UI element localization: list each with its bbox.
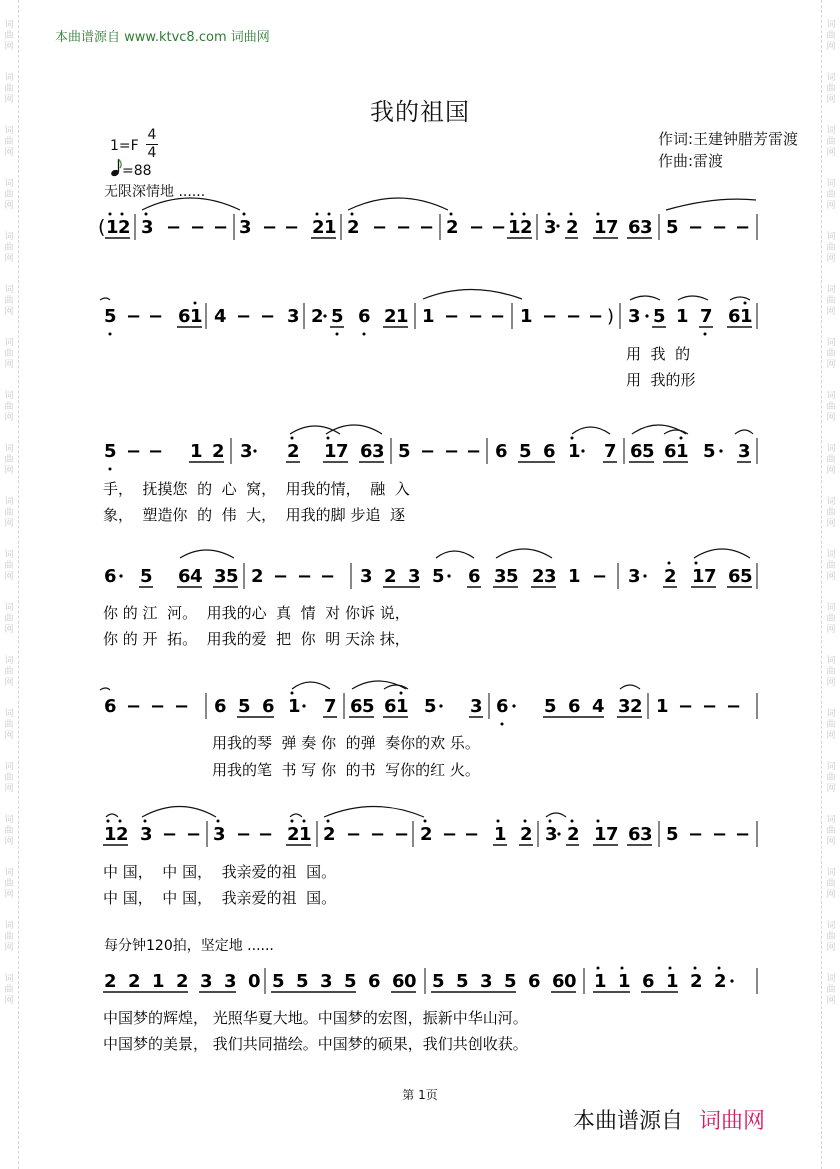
svg-text:−: − bbox=[150, 696, 166, 717]
svg-text:1: 1 bbox=[594, 971, 607, 992]
svg-text:4: 4 bbox=[190, 566, 203, 587]
svg-text:用我的笔 书 写 你 的书 写你的红 火。: 用我的笔 书 写 你 的书 写你的红 火。 bbox=[212, 761, 480, 779]
svg-text:7: 7 bbox=[704, 566, 717, 587]
watermark-text: 词 曲 网 bbox=[826, 73, 836, 105]
svg-text:2: 2 bbox=[420, 824, 433, 845]
svg-text:2: 2 bbox=[446, 217, 459, 238]
footer-source-label: 本曲谱源自 bbox=[573, 1109, 684, 1134]
svg-text:−: − bbox=[592, 566, 608, 587]
svg-text:7: 7 bbox=[606, 824, 619, 845]
svg-text:6: 6 bbox=[368, 971, 381, 992]
svg-text:6: 6 bbox=[568, 696, 581, 717]
watermark-text: 词 曲 网 bbox=[826, 762, 836, 794]
svg-text:3: 3 bbox=[618, 696, 631, 717]
svg-text:5: 5 bbox=[344, 971, 357, 992]
svg-text:3: 3 bbox=[480, 971, 493, 992]
svg-text:6: 6 bbox=[628, 217, 641, 238]
svg-text:1: 1 bbox=[568, 566, 581, 587]
watermark-text: 词 曲 网 bbox=[826, 497, 836, 529]
svg-text:1: 1 bbox=[676, 306, 689, 327]
svg-text:−: − bbox=[688, 824, 704, 845]
svg-text:2: 2 bbox=[714, 971, 727, 992]
svg-text:3: 3 bbox=[544, 217, 557, 238]
watermark-text: 词 曲 网 bbox=[826, 391, 836, 423]
svg-text:3: 3 bbox=[224, 971, 237, 992]
svg-text:你 的 江 河。 用我的心 真 情 对 你诉 说，: 你 的 江 河。 用我的心 真 情 对 你诉 说， bbox=[103, 604, 410, 622]
svg-text:中国梦的辉煌， 光照华夏大地。中国梦的宏图，振新中华山河。: 中国梦的辉煌， 光照华夏大地。中国梦的宏图，振新中华山河。 bbox=[103, 1009, 528, 1027]
svg-text:2: 2 bbox=[566, 217, 579, 238]
watermark-text: 词 曲 网 bbox=[4, 179, 14, 211]
svg-text:6: 6 bbox=[360, 441, 373, 462]
watermark-text: 词 曲 网 bbox=[4, 497, 14, 529]
svg-text:5: 5 bbox=[272, 971, 285, 992]
svg-text:6: 6 bbox=[178, 566, 191, 587]
svg-text:1: 1 bbox=[656, 696, 669, 717]
svg-text:6: 6 bbox=[496, 696, 509, 717]
svg-text:−: − bbox=[236, 306, 252, 327]
svg-text:−: − bbox=[444, 306, 460, 327]
svg-text:−: − bbox=[186, 824, 202, 845]
svg-text:3: 3 bbox=[200, 971, 213, 992]
footer-source[interactable] bbox=[573, 1104, 765, 1135]
svg-text:5: 5 bbox=[398, 441, 411, 462]
svg-text:−: − bbox=[297, 566, 313, 587]
score-row-4 bbox=[103, 549, 757, 648]
key-signature: 1=F bbox=[110, 138, 139, 154]
watermark-text: 词 曲 网 bbox=[4, 656, 14, 688]
svg-text:−: − bbox=[469, 217, 485, 238]
svg-text:5: 5 bbox=[519, 441, 532, 462]
svg-text:5: 5 bbox=[226, 566, 239, 587]
svg-text:1: 1 bbox=[740, 306, 753, 327]
svg-text:6: 6 bbox=[214, 696, 227, 717]
svg-text:中国梦的美景， 我们共同描绘。中国梦的硕果，我们共创收获。: 中国梦的美景， 我们共同描绘。中国梦的硕果，我们共创收获。 bbox=[103, 1035, 528, 1053]
svg-text:5: 5 bbox=[740, 566, 753, 587]
svg-text:1: 1 bbox=[152, 971, 165, 992]
svg-text:1: 1 bbox=[299, 824, 312, 845]
watermark-text: 词 曲 网 bbox=[826, 338, 836, 370]
svg-text:2: 2 bbox=[520, 824, 533, 845]
svg-text:−: − bbox=[262, 217, 278, 238]
svg-text:2: 2 bbox=[347, 217, 360, 238]
svg-text:6: 6 bbox=[728, 306, 741, 327]
score-row-2 bbox=[100, 290, 757, 390]
watermark-text: 词 曲 网 bbox=[4, 338, 14, 370]
svg-text:−: − bbox=[126, 441, 142, 462]
svg-text:2: 2 bbox=[118, 217, 131, 238]
svg-text:1: 1 bbox=[324, 441, 337, 462]
svg-text:−: − bbox=[236, 824, 252, 845]
svg-text:1: 1 bbox=[692, 566, 705, 587]
svg-text:1: 1 bbox=[594, 217, 607, 238]
svg-text:用 我 的: 用 我 的 bbox=[626, 345, 691, 363]
svg-text:−: − bbox=[284, 217, 300, 238]
svg-text:2: 2 bbox=[630, 696, 643, 717]
svg-text:1: 1 bbox=[106, 217, 119, 238]
svg-text:2: 2 bbox=[212, 441, 225, 462]
svg-text:−: − bbox=[444, 441, 460, 462]
svg-text:−: − bbox=[735, 824, 751, 845]
svg-text:6: 6 bbox=[543, 441, 556, 462]
svg-text:−: − bbox=[490, 306, 506, 327]
svg-text:6: 6 bbox=[664, 441, 677, 462]
svg-text:7: 7 bbox=[324, 696, 337, 717]
svg-text:5: 5 bbox=[104, 441, 117, 462]
svg-text:1: 1 bbox=[508, 217, 521, 238]
svg-text:−: − bbox=[464, 824, 480, 845]
time-signature-top: 4 bbox=[147, 127, 157, 143]
svg-text:3: 3 bbox=[545, 824, 558, 845]
watermark-text: 词 曲 网 bbox=[4, 232, 14, 264]
svg-text:2: 2 bbox=[532, 566, 545, 587]
svg-text:−: − bbox=[588, 306, 604, 327]
svg-text:1: 1 bbox=[666, 971, 679, 992]
time-signature-bottom: 4 bbox=[147, 145, 157, 161]
svg-text:4: 4 bbox=[592, 696, 605, 717]
footer-brand[interactable]: 词曲网 bbox=[699, 1109, 766, 1134]
svg-text:−: − bbox=[394, 824, 410, 845]
svg-text:6: 6 bbox=[630, 441, 643, 462]
svg-text:2: 2 bbox=[176, 971, 189, 992]
svg-text:2: 2 bbox=[567, 824, 580, 845]
svg-text:中 国， 中 国， 我亲爱的祖 国。: 中 国， 中 国， 我亲爱的祖 国。 bbox=[103, 889, 337, 907]
svg-text:1: 1 bbox=[396, 696, 409, 717]
svg-text:3: 3 bbox=[470, 696, 483, 717]
watermark-text: 词 曲 网 bbox=[826, 285, 836, 317]
svg-text:1: 1 bbox=[190, 441, 203, 462]
watermark-text: 词 曲 网 bbox=[826, 921, 836, 953]
svg-text:6: 6 bbox=[392, 971, 405, 992]
svg-text:3: 3 bbox=[213, 824, 226, 845]
svg-text:5: 5 bbox=[506, 566, 519, 587]
svg-text:6: 6 bbox=[350, 696, 363, 717]
svg-text:−: − bbox=[468, 306, 484, 327]
svg-text:2: 2 bbox=[312, 217, 325, 238]
svg-text:2: 2 bbox=[287, 824, 300, 845]
svg-text:2: 2 bbox=[287, 441, 300, 462]
svg-text:每分钟120拍，坚定地 ......: 每分钟120拍，坚定地 ...... bbox=[104, 938, 274, 954]
svg-text:6: 6 bbox=[262, 696, 275, 717]
watermark-text: 词 曲 网 bbox=[4, 285, 14, 317]
svg-text:−: − bbox=[466, 441, 482, 462]
svg-text:3: 3 bbox=[640, 824, 653, 845]
svg-text:−: − bbox=[420, 441, 436, 462]
svg-text:5: 5 bbox=[362, 696, 375, 717]
svg-text:2: 2 bbox=[251, 566, 264, 587]
svg-text:3: 3 bbox=[544, 566, 557, 587]
watermark-text: 词 曲 网 bbox=[826, 868, 836, 900]
svg-text:6: 6 bbox=[552, 971, 565, 992]
svg-text:7: 7 bbox=[336, 441, 349, 462]
svg-text:6: 6 bbox=[104, 696, 117, 717]
svg-text:3: 3 bbox=[240, 441, 253, 462]
svg-text:5: 5 bbox=[653, 306, 666, 327]
svg-text:5: 5 bbox=[424, 696, 437, 717]
watermark-text: 词 曲 网 bbox=[826, 179, 836, 211]
watermark-text: 词 曲 网 bbox=[826, 603, 836, 635]
watermark-text: 词 曲 网 bbox=[4, 444, 14, 476]
page-number: 第 1页 bbox=[402, 1088, 438, 1102]
svg-text:−: − bbox=[702, 696, 718, 717]
svg-text:6: 6 bbox=[728, 566, 741, 587]
svg-text:6: 6 bbox=[384, 696, 397, 717]
svg-text:3: 3 bbox=[140, 824, 153, 845]
svg-text:−: − bbox=[491, 217, 507, 238]
svg-text:5: 5 bbox=[456, 971, 469, 992]
watermark-text: 词 曲 网 bbox=[4, 974, 14, 1006]
svg-text:−: − bbox=[566, 306, 582, 327]
watermark-text: 词 曲 网 bbox=[826, 709, 836, 741]
svg-text:−: − bbox=[442, 824, 458, 845]
svg-text:−: − bbox=[712, 824, 728, 845]
svg-text:1: 1 bbox=[676, 441, 689, 462]
svg-text:6: 6 bbox=[104, 566, 117, 587]
svg-text:−: − bbox=[148, 441, 164, 462]
svg-text:−: − bbox=[735, 217, 751, 238]
watermark-text: 词 曲 网 bbox=[826, 126, 836, 158]
svg-text:1: 1 bbox=[494, 824, 507, 845]
svg-text:5: 5 bbox=[296, 971, 309, 992]
svg-text:0: 0 bbox=[564, 971, 577, 992]
watermark-text: 词 曲 网 bbox=[4, 603, 14, 635]
source-line[interactable]: 本曲谱源自 www.ktvc8.com 词曲网 bbox=[55, 30, 270, 45]
svg-text:3: 3 bbox=[628, 306, 641, 327]
watermark-text: 词 曲 网 bbox=[826, 550, 836, 582]
composer: 作曲:雷渡 bbox=[658, 152, 724, 170]
svg-text:3: 3 bbox=[320, 971, 333, 992]
svg-text:3: 3 bbox=[287, 306, 300, 327]
svg-text:2: 2 bbox=[690, 971, 703, 992]
watermark-text: 词 曲 网 bbox=[4, 126, 14, 158]
svg-text:−: − bbox=[174, 696, 190, 717]
svg-text:3: 3 bbox=[360, 566, 373, 587]
watermark-text: 词 曲 网 bbox=[826, 20, 836, 52]
svg-text:2: 2 bbox=[104, 971, 117, 992]
svg-text:6: 6 bbox=[358, 306, 371, 327]
svg-text:1: 1 bbox=[594, 824, 607, 845]
svg-text:2: 2 bbox=[116, 824, 129, 845]
watermark-text: 词 曲 网 bbox=[4, 815, 14, 847]
svg-text:−: − bbox=[126, 696, 142, 717]
watermark-text: 词 曲 网 bbox=[826, 815, 836, 847]
svg-text:0: 0 bbox=[404, 971, 417, 992]
watermark-text: 词 曲 网 bbox=[4, 20, 14, 52]
svg-text:5: 5 bbox=[104, 306, 117, 327]
svg-text:0: 0 bbox=[248, 971, 261, 992]
svg-text:1: 1 bbox=[104, 824, 117, 845]
svg-text:−: − bbox=[712, 217, 728, 238]
svg-text:5: 5 bbox=[331, 306, 344, 327]
svg-text:−: − bbox=[396, 217, 412, 238]
svg-text:−: − bbox=[190, 217, 206, 238]
svg-text:5: 5 bbox=[642, 441, 655, 462]
svg-text:−: − bbox=[148, 306, 164, 327]
svg-text:1: 1 bbox=[568, 441, 581, 462]
svg-text:7: 7 bbox=[604, 441, 617, 462]
svg-text:−: − bbox=[370, 824, 386, 845]
svg-text:−: − bbox=[273, 566, 289, 587]
svg-text:1: 1 bbox=[422, 306, 435, 327]
score-row-5 bbox=[100, 681, 757, 779]
svg-text:5: 5 bbox=[666, 217, 679, 238]
svg-text:1: 1 bbox=[520, 306, 533, 327]
svg-text:−: − bbox=[419, 217, 435, 238]
svg-text:2: 2 bbox=[311, 306, 324, 327]
watermark-text: 词 曲 网 bbox=[4, 868, 14, 900]
svg-text:6: 6 bbox=[495, 441, 508, 462]
svg-text:5: 5 bbox=[140, 566, 153, 587]
svg-text:3: 3 bbox=[372, 441, 385, 462]
svg-text:−: − bbox=[258, 824, 274, 845]
svg-text:3: 3 bbox=[214, 566, 227, 587]
svg-text:象， 塑造你 的 伟 大， 用我的脚 步追 逐: 象， 塑造你 的 伟 大， 用我的脚 步追 逐 bbox=[103, 506, 405, 524]
svg-text:3: 3 bbox=[628, 566, 641, 587]
watermark-text: 词 曲 网 bbox=[4, 73, 14, 105]
score-row-1 bbox=[98, 198, 757, 240]
svg-text:2: 2 bbox=[323, 824, 336, 845]
svg-text:3: 3 bbox=[640, 217, 653, 238]
svg-text:手， 抚摸您 的 心 窝， 用我的情， 融 入: 手， 抚摸您 的 心 窝， 用我的情， 融 入 bbox=[103, 480, 410, 498]
lyricist: 作词:王建钟腊芳雷渡 bbox=[658, 130, 799, 148]
score-row-6 bbox=[103, 807, 757, 908]
svg-text:5: 5 bbox=[504, 971, 517, 992]
expression-marking: 无限深情地 ...... bbox=[104, 184, 206, 200]
svg-text:3: 3 bbox=[738, 441, 751, 462]
watermark-text: 词 曲 网 bbox=[826, 232, 836, 264]
svg-text:−: − bbox=[372, 217, 388, 238]
svg-text:2: 2 bbox=[128, 971, 141, 992]
svg-text:−: − bbox=[678, 696, 694, 717]
watermark-text: 词 曲 网 bbox=[826, 656, 836, 688]
svg-text:中 国， 中 国， 我亲爱的祖 国。: 中 国， 中 国， 我亲爱的祖 国。 bbox=[103, 863, 337, 881]
svg-text:1: 1 bbox=[190, 306, 203, 327]
svg-text:5: 5 bbox=[432, 971, 445, 992]
watermark-text: 词 曲 网 bbox=[4, 921, 14, 953]
watermark-text: 词 曲 网 bbox=[4, 709, 14, 741]
svg-text:3: 3 bbox=[239, 217, 252, 238]
svg-text:−: − bbox=[346, 824, 362, 845]
svg-text:−: − bbox=[213, 217, 229, 238]
svg-text:−: − bbox=[320, 566, 336, 587]
svg-text:2: 2 bbox=[664, 566, 677, 587]
watermark-text: 词 曲 网 bbox=[4, 391, 14, 423]
song-title: 我的祖国 bbox=[370, 98, 470, 126]
svg-text:2: 2 bbox=[520, 217, 533, 238]
svg-text:1: 1 bbox=[618, 971, 631, 992]
svg-text:7: 7 bbox=[606, 217, 619, 238]
svg-text:−: − bbox=[726, 696, 742, 717]
svg-text:6: 6 bbox=[528, 971, 541, 992]
svg-text:用我的琴 弹 奏 你 的弹 奏你的欢 乐。: 用我的琴 弹 奏 你 的弹 奏你的欢 乐。 bbox=[212, 734, 480, 752]
svg-text:−: − bbox=[542, 306, 558, 327]
svg-text:−: − bbox=[688, 217, 704, 238]
svg-text:2: 2 bbox=[384, 566, 397, 587]
svg-text:): ) bbox=[607, 306, 615, 327]
svg-text:−: − bbox=[162, 824, 178, 845]
svg-text:6: 6 bbox=[468, 566, 481, 587]
svg-text:1: 1 bbox=[324, 217, 337, 238]
svg-text:6: 6 bbox=[178, 306, 191, 327]
svg-text:4: 4 bbox=[214, 306, 227, 327]
svg-text:5: 5 bbox=[238, 696, 251, 717]
svg-text:6: 6 bbox=[628, 824, 641, 845]
watermark-text: 词 曲 网 bbox=[826, 974, 836, 1006]
watermark-text: 词 曲 网 bbox=[4, 762, 14, 794]
svg-text:1: 1 bbox=[288, 696, 301, 717]
svg-text:5: 5 bbox=[666, 824, 679, 845]
svg-text:2: 2 bbox=[384, 306, 397, 327]
svg-text:5: 5 bbox=[432, 566, 445, 587]
watermark-text: 词 曲 网 bbox=[826, 444, 836, 476]
svg-text:−: − bbox=[260, 306, 276, 327]
svg-text:你 的 开 拓。 用我的爱 把 你 明 天涂 抹，: 你 的 开 拓。 用我的爱 把 你 明 天涂 抹， bbox=[103, 630, 410, 648]
svg-text:7: 7 bbox=[700, 306, 713, 327]
svg-text:用 我的形: 用 我的形 bbox=[626, 371, 696, 389]
watermark-text: 词 曲 网 bbox=[4, 550, 14, 582]
svg-text:(: ( bbox=[98, 216, 106, 238]
svg-text:−: − bbox=[126, 306, 142, 327]
svg-text:3: 3 bbox=[494, 566, 507, 587]
score-row-3 bbox=[103, 425, 757, 524]
svg-text:3: 3 bbox=[408, 566, 421, 587]
svg-text:3: 3 bbox=[141, 217, 154, 238]
svg-text:−: − bbox=[166, 217, 182, 238]
svg-text:5: 5 bbox=[544, 696, 557, 717]
svg-text:1: 1 bbox=[396, 306, 409, 327]
score-row-7 bbox=[103, 937, 757, 1053]
svg-text:5: 5 bbox=[703, 441, 716, 462]
svg-text:6: 6 bbox=[642, 971, 655, 992]
tempo-marking: =88 bbox=[122, 163, 152, 179]
